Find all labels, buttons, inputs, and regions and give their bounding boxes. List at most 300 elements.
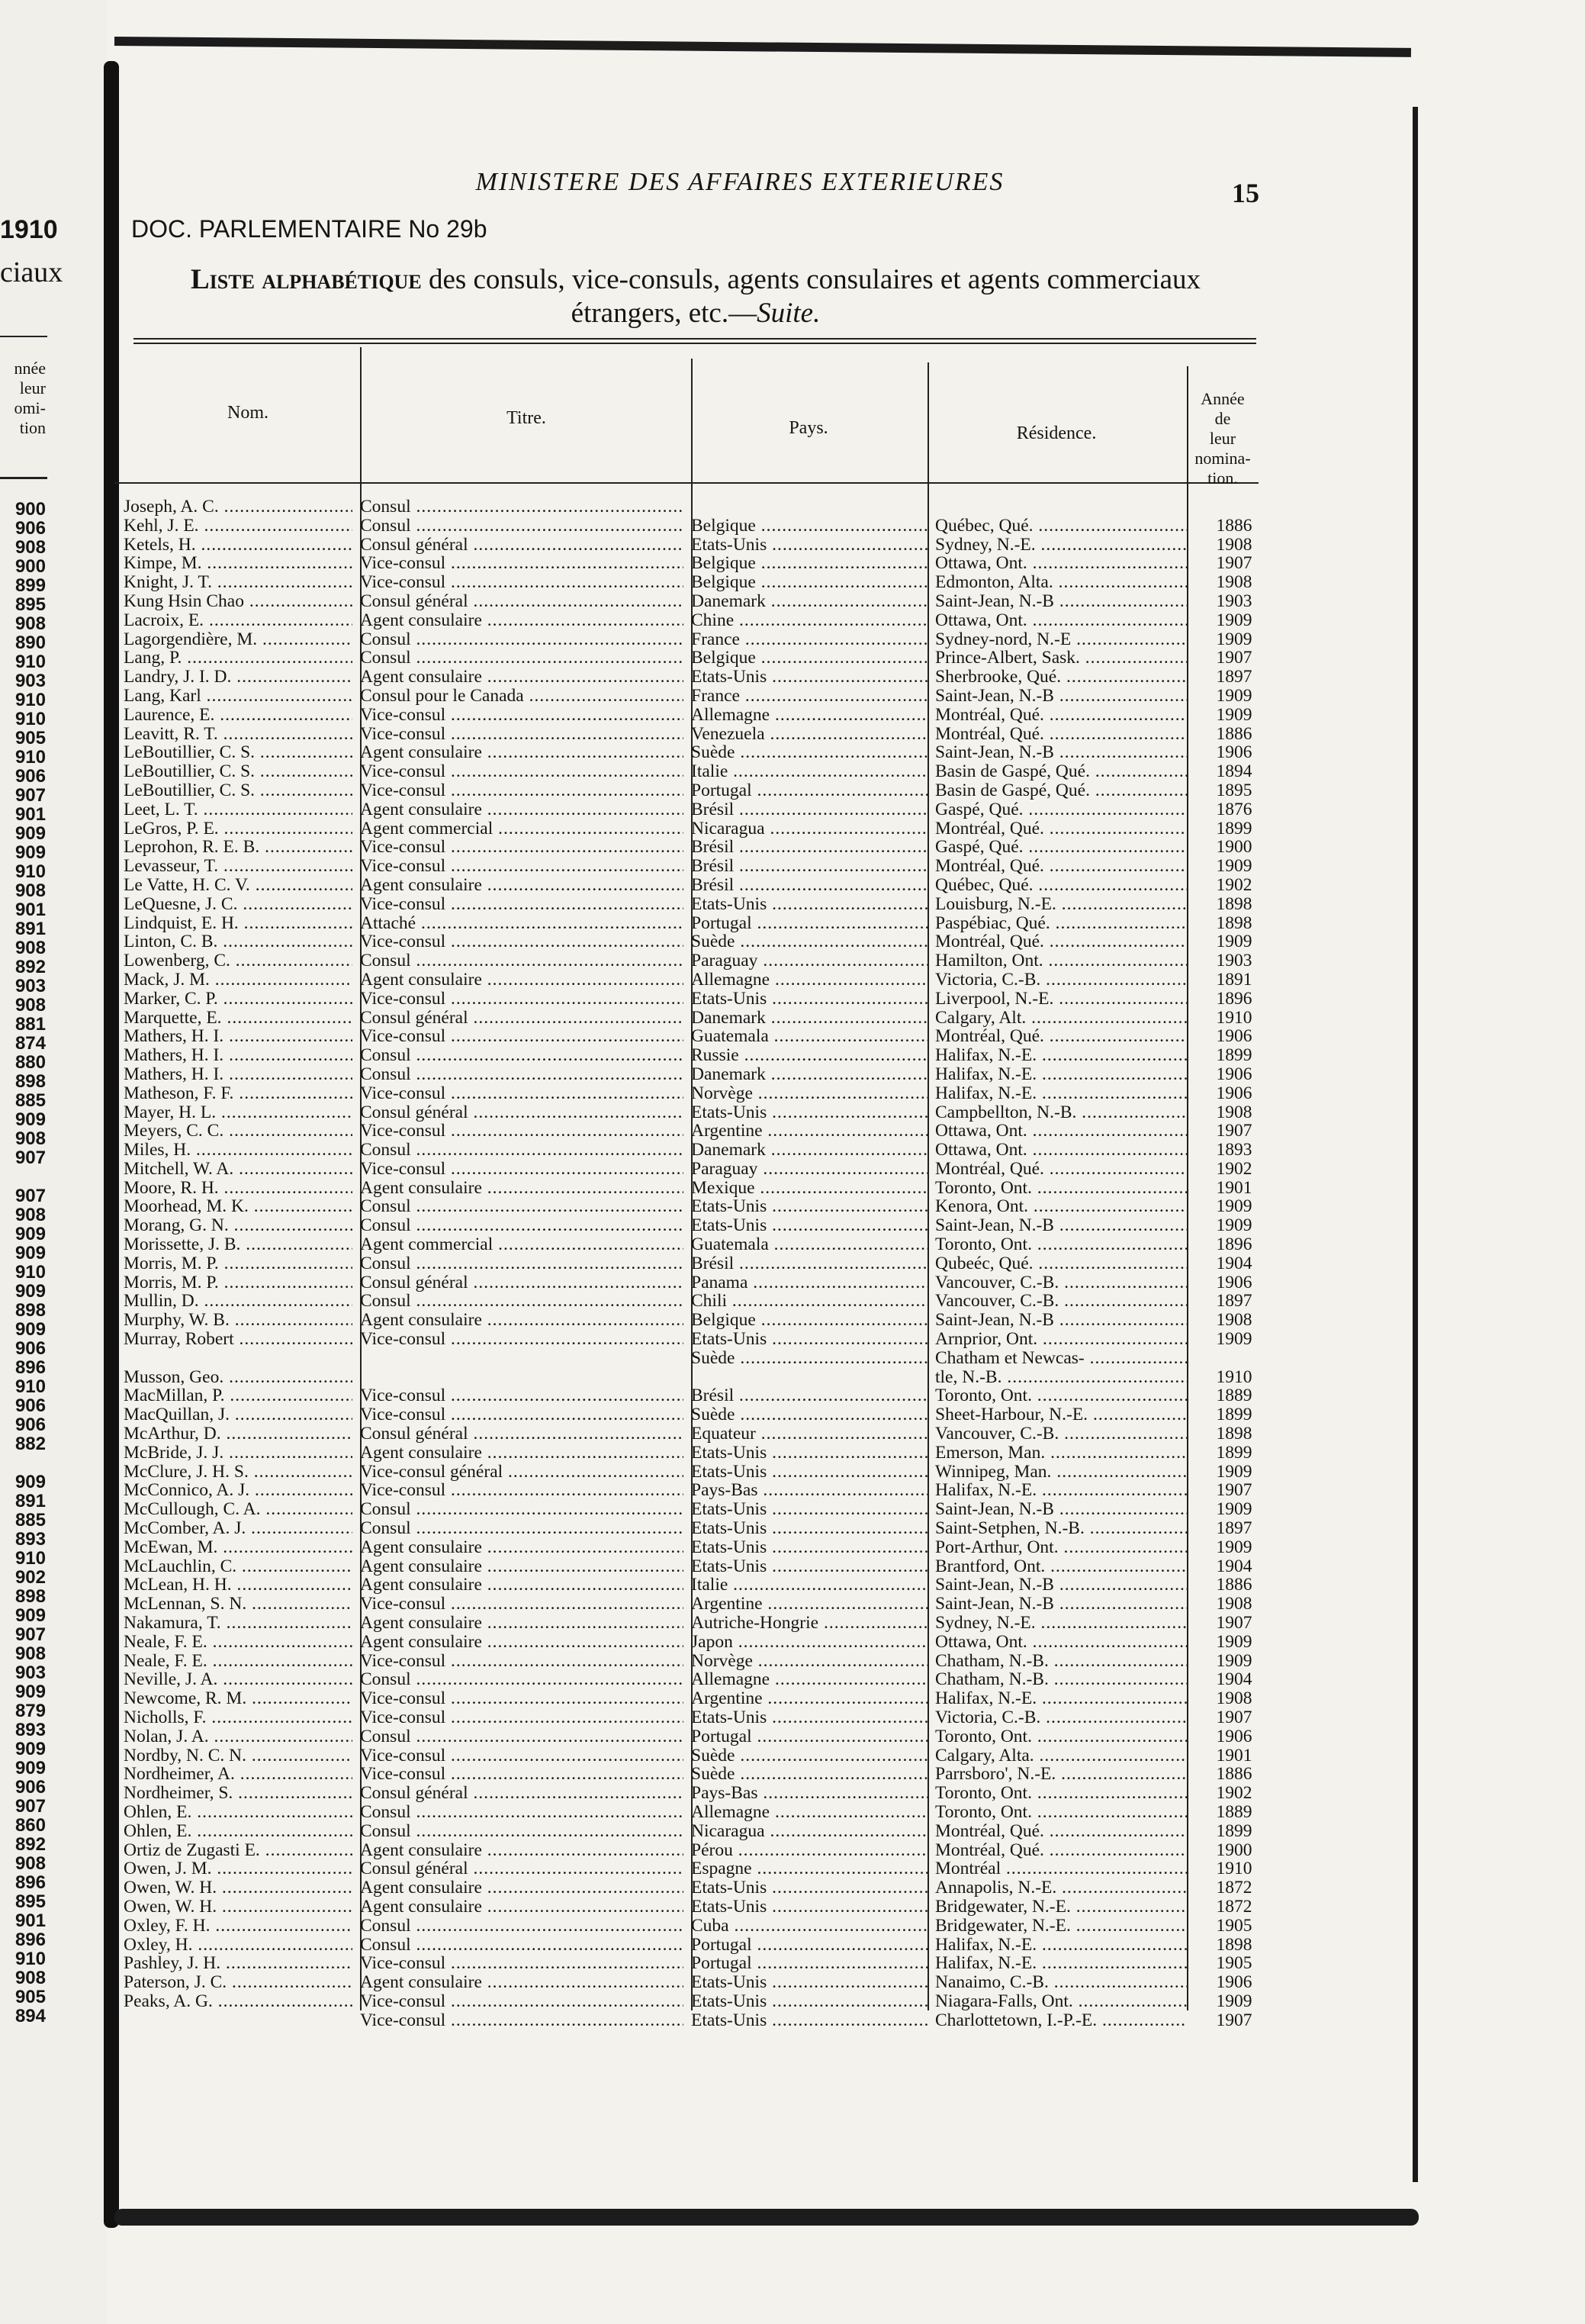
- cell-nom: Oxley, F. H. .....: [124, 1917, 352, 1936]
- facing-page-year-item: 910: [14, 748, 46, 767]
- facing-page-year-item: 907: [14, 1148, 46, 1167]
- cell-titre: Consul .....: [360, 1292, 683, 1311]
- cell-nom: Pashley, J. H. .....: [124, 1954, 352, 1973]
- cell-residence: Saint-Jean, N.-B .....: [935, 1311, 1187, 1330]
- table-row: [114, 1273, 1259, 1292]
- cell-pays: Italie .....: [691, 1576, 928, 1595]
- cell-residence: Edmonton, Alta. .....: [935, 573, 1187, 592]
- cell-titre: Vice-consul .....: [360, 1765, 683, 1784]
- cell-annee: 1906: [1216, 1727, 1252, 1746]
- cell-pays: Russie .....: [691, 1046, 928, 1065]
- cell-residence: Halifax, N.-E. .....: [935, 1065, 1187, 1084]
- table-row: [114, 536, 1259, 555]
- cell-residence: Toronto, Ont. .....: [935, 1235, 1187, 1254]
- cell-residence: Emerson, Man. .....: [935, 1444, 1187, 1463]
- cell-annee: 1897: [1216, 1519, 1252, 1538]
- facing-page-year-item: 901: [14, 805, 46, 824]
- facing-page-year-item: 903: [14, 1663, 46, 1682]
- cell-pays: Etats-Unis .....: [691, 536, 928, 555]
- cell-nom: Ohlen, E. .....: [124, 1803, 352, 1822]
- cell-pays: Allemagne .....: [691, 1670, 928, 1689]
- cell-residence: Québec, Qué. .....: [935, 517, 1187, 536]
- facing-page-year-item: 896: [14, 1930, 46, 1949]
- cell-residence: Sydney, N.-E. .....: [935, 1614, 1187, 1633]
- table-row: [114, 649, 1259, 668]
- cell-titre: Consul .....: [360, 630, 683, 649]
- cell-residence: Toronto, Ont. .....: [935, 1386, 1187, 1405]
- table-row: [114, 1936, 1259, 1955]
- facing-page-year-item: 909: [14, 1682, 46, 1701]
- cell-pays: Etats-Unis .....: [691, 1898, 928, 1917]
- table-row: [114, 1841, 1259, 1860]
- cell-titre: Consul .....: [360, 649, 683, 668]
- cell-pays: Portugal .....: [691, 1727, 928, 1746]
- cell-annee: 1908: [1216, 1311, 1252, 1331]
- cell-pays: Etats-Unis .....: [691, 1519, 928, 1538]
- facing-page-year: 1910: [0, 215, 58, 244]
- cell-titre: Vice-consul .....: [360, 1027, 683, 1046]
- cell-nom: Mathers, H. I. .....: [124, 1046, 352, 1065]
- cell-pays: Brésil .....: [691, 857, 928, 876]
- table-row: [114, 1973, 1259, 1992]
- cell-nom: MacMillan, P. .....: [124, 1386, 352, 1405]
- table-row: [114, 1746, 1259, 1766]
- facing-page-year-item: 893: [14, 1720, 46, 1740]
- facing-page-year-item: 890: [14, 633, 46, 652]
- cell-annee: 1886: [1216, 516, 1252, 536]
- cell-annee: 1907: [1216, 2010, 1252, 2030]
- cell-pays: Nicaragua .....: [691, 1822, 928, 1841]
- cell-nom: Owen, W. H. .....: [124, 1898, 352, 1917]
- facing-page-year-item: 910: [14, 1377, 46, 1396]
- table-row: [114, 1595, 1259, 1614]
- cell-titre: Vice-consul général .....: [360, 1463, 683, 1482]
- table-row: [114, 1803, 1259, 1822]
- cell-pays: Portugal .....: [691, 1936, 928, 1955]
- table-row: [114, 706, 1259, 725]
- cell-nom: Moorhead, M. K. .....: [124, 1197, 352, 1216]
- facing-page-year-item: 896: [14, 1358, 46, 1377]
- cell-nom: Ketels, H. .....: [124, 536, 352, 555]
- cell-residence: Chatham, N.-B. .....: [935, 1670, 1187, 1689]
- facing-page-year-item: 910: [14, 1263, 46, 1282]
- cell-pays: Pays-Bas .....: [691, 1784, 928, 1803]
- facing-page-year-item: 909: [14, 1282, 46, 1301]
- table-row: [114, 876, 1259, 895]
- cell-annee: 1899: [1216, 1405, 1252, 1425]
- table-row: [114, 1576, 1259, 1595]
- cell-titre: Vice-consul .....: [360, 725, 683, 744]
- cell-titre: Vice-consul .....: [360, 1954, 683, 1973]
- cell-pays: Danemark .....: [691, 592, 928, 611]
- cell-nom: McBride, J. J. .....: [124, 1444, 352, 1463]
- cell-annee: 1899: [1216, 819, 1252, 839]
- title-text-2: étrangers, etc.—: [571, 298, 757, 329]
- cell-annee: 1896: [1216, 989, 1252, 1009]
- cell-titre: Consul général .....: [360, 536, 683, 555]
- cell-titre: Consul .....: [360, 1670, 683, 1689]
- cell-annee: 1907: [1216, 1708, 1252, 1727]
- cell-residence: Toronto, Ont. .....: [935, 1784, 1187, 1803]
- cell-nom: Landry, J. I. D. .....: [124, 668, 352, 687]
- cell-residence: Vancouver, C.-B. .....: [935, 1424, 1187, 1444]
- cell-pays: Paraguay .....: [691, 1160, 928, 1179]
- table-row: [114, 687, 1259, 706]
- cell-residence: Calgary, Alta. .....: [935, 1746, 1187, 1766]
- cell-pays: Etats-Unis .....: [691, 1103, 928, 1122]
- cell-nom: Nordby, N. C. N. .....: [124, 1746, 352, 1766]
- cell-pays: Allemagne .....: [691, 1803, 928, 1822]
- cell-titre: Consul .....: [360, 1936, 683, 1955]
- cell-annee: 1891: [1216, 970, 1252, 990]
- cell-titre: Vice-consul .....: [360, 1386, 683, 1405]
- cell-residence: Qubeéc, Qué. .....: [935, 1254, 1187, 1273]
- cell-residence: Montréal, Qué. .....: [935, 932, 1187, 951]
- cell-nom: Neale, F. E. .....: [124, 1633, 352, 1652]
- cell-titre: Consul général .....: [360, 1784, 683, 1803]
- cell-annee: 1905: [1216, 1916, 1252, 1936]
- table-row: [114, 1822, 1259, 1841]
- cell-nom: Murray, Robert .....: [124, 1330, 352, 1349]
- cell-residence: Toronto, Ont. .....: [935, 1803, 1187, 1822]
- cell-titre: Vice-consul .....: [360, 573, 683, 592]
- cell-residence: Halifax, N.-E. .....: [935, 1481, 1187, 1500]
- cell-nom: Newcome, R. M. .....: [124, 1689, 352, 1708]
- cell-annee: 1907: [1216, 649, 1252, 668]
- table-row: [114, 497, 1259, 517]
- cell-nom: Ohlen, E. .....: [124, 1822, 352, 1841]
- cell-residence: Liverpool, N.-E. .....: [935, 990, 1187, 1009]
- cell-pays: Brésil .....: [691, 1254, 928, 1273]
- cell-titre: Consul .....: [360, 517, 683, 536]
- cell-residence: Québec, Qué. .....: [935, 876, 1187, 895]
- cell-titre: Vice-consul .....: [360, 1689, 683, 1708]
- facing-page-year-item: 909: [14, 1320, 46, 1339]
- facing-page-year-item: 908: [14, 614, 46, 633]
- facing-page-column-header: nnée leur omi- tion: [14, 359, 46, 437]
- cell-residence: Ottawa, Ont. .....: [935, 554, 1187, 573]
- cell-nom: Oxley, H. .....: [124, 1936, 352, 1955]
- table-row: [114, 1670, 1259, 1689]
- cell-nom: McCullough, C. A. .....: [124, 1500, 352, 1519]
- cell-nom: Nicholls, F. .....: [124, 1708, 352, 1727]
- table-row: [114, 1954, 1259, 1973]
- table-row: [114, 819, 1259, 839]
- table-row: [114, 1009, 1259, 1028]
- cell-nom: Peaks, A. G. .....: [124, 1992, 352, 2011]
- cell-annee: 1907: [1216, 1614, 1252, 1633]
- cell-nom: Nordheimer, S. .....: [124, 1784, 352, 1803]
- cell-pays: Etats-Unis .....: [691, 2011, 928, 2030]
- table-row: [114, 573, 1259, 592]
- cell-titre: Vice-consul .....: [360, 781, 683, 800]
- cell-annee: 1902: [1216, 875, 1252, 895]
- cell-pays: Allemagne .....: [691, 970, 928, 990]
- cell-pays: Belgique .....: [691, 554, 928, 573]
- cell-annee: 1895: [1216, 781, 1252, 800]
- cell-residence: Campbellton, N.-B. .....: [935, 1103, 1187, 1122]
- facing-page-year-item: 910: [14, 1949, 46, 1968]
- cell-annee: 1908: [1216, 1595, 1252, 1614]
- cell-pays: Equateur .....: [691, 1424, 928, 1444]
- cell-titre: Agent commercial .....: [360, 819, 683, 839]
- cell-pays: Danemark .....: [691, 1141, 928, 1160]
- cell-annee: 1905: [1216, 1954, 1252, 1974]
- facing-page-year-item: 909: [14, 843, 46, 862]
- facing-page-year-item: 895: [14, 1892, 46, 1911]
- cell-titre: Vice-consul .....: [360, 1481, 683, 1500]
- cell-residence: tle, N.-B. .....: [935, 1368, 1187, 1387]
- cell-nom: McLauchlin, C. .....: [124, 1557, 352, 1576]
- title-suite: Suite.: [757, 298, 821, 329]
- table-row: [114, 1633, 1259, 1652]
- cell-nom: LeGros, P. E. .....: [124, 819, 352, 839]
- cell-nom: Le Vatte, H. C. V. .....: [124, 876, 352, 895]
- cell-residence: Saint-Jean, N.-B .....: [935, 592, 1187, 611]
- cell-annee: 1886: [1216, 724, 1252, 744]
- cell-pays: Brésil .....: [691, 876, 928, 895]
- cell-residence: Halifax, N.-E. .....: [935, 1936, 1187, 1955]
- cell-nom: McLean, H. H. .....: [124, 1576, 352, 1595]
- page-edge-bottom: [114, 2209, 1419, 2226]
- cell-pays: Portugal .....: [691, 781, 928, 800]
- cell-pays: Etats-Unis .....: [691, 1444, 928, 1463]
- cell-nom: McConnico, A. J. .....: [124, 1481, 352, 1500]
- table-row: [114, 1992, 1259, 2011]
- facing-page-year-item: 906: [14, 1396, 46, 1415]
- cell-residence: Calgary, Alt. .....: [935, 1009, 1187, 1028]
- facing-page-year-item: 908: [14, 1644, 46, 1663]
- facing-page-year-item: 891: [14, 1492, 46, 1511]
- facing-page-title-fragment: ciaux: [0, 256, 63, 288]
- page-title: [131, 263, 1260, 330]
- cell-titre: Vice-consul .....: [360, 762, 683, 781]
- table-row: [114, 630, 1259, 649]
- facing-page-year-item: 906: [14, 1778, 46, 1797]
- cell-titre: Consul .....: [360, 1727, 683, 1746]
- table-row: [114, 990, 1259, 1009]
- cell-residence: Victoria, C.-B. .....: [935, 1708, 1187, 1727]
- document-reference: DOC. PARLEMENTAIRE No 29b: [131, 215, 487, 243]
- cell-titre: Agent consulaire .....: [360, 1898, 683, 1917]
- cell-titre: Vice-consul .....: [360, 1595, 683, 1614]
- cell-residence: Arnprior, Ont. .....: [935, 1330, 1187, 1349]
- cell-pays: Suède .....: [691, 1405, 928, 1424]
- cell-annee: 1908: [1216, 1102, 1252, 1122]
- cell-pays: Nicaragua .....: [691, 819, 928, 839]
- cell-titre: Agent consulaire .....: [360, 800, 683, 819]
- cell-titre: Consul .....: [360, 1803, 683, 1822]
- table-row: [114, 1917, 1259, 1936]
- table-rule-top-double: [133, 343, 1256, 344]
- cell-pays: Belgique .....: [691, 1311, 928, 1330]
- facing-page-year-item: 860: [14, 1816, 46, 1835]
- cell-residence: Vancouver, C.-B. .....: [935, 1292, 1187, 1311]
- cell-titre: Vice-consul .....: [360, 1652, 683, 1671]
- facing-page-year-item: 909: [14, 1473, 46, 1492]
- cell-annee: 1907: [1216, 1122, 1252, 1141]
- cell-nom: Leprohon, R. E. B. .....: [124, 838, 352, 857]
- table-row: [114, 1898, 1259, 1917]
- cell-titre: Consul .....: [360, 1197, 683, 1216]
- cell-titre: Vice-consul .....: [360, 895, 683, 914]
- facing-page-year-item: 908: [14, 1968, 46, 1988]
- page-edge-right: [1413, 107, 1418, 2182]
- facing-page-year-item: 892: [14, 1835, 46, 1854]
- cell-residence: Halifax, N.-E. .....: [935, 1689, 1187, 1708]
- table-row: [114, 1463, 1259, 1482]
- cell-nom: Morris, M. P. .....: [124, 1254, 352, 1273]
- cell-nom: Musson, Geo. .....: [124, 1368, 352, 1387]
- cell-residence: Bridgewater, N.-E. .....: [935, 1898, 1187, 1917]
- cell-residence: Halifax, N.-E. .....: [935, 1084, 1187, 1103]
- cell-residence: Saint-Jean, N.-B .....: [935, 1595, 1187, 1614]
- facing-page-year-item: 909: [14, 1110, 46, 1129]
- cell-annee: 1901: [1216, 1746, 1252, 1766]
- cell-annee: 1903: [1216, 951, 1252, 970]
- facing-page-year-item: 880: [14, 1053, 46, 1072]
- cell-titre: Consul général .....: [360, 1103, 683, 1122]
- running-head: MINISTERE DES AFFAIRES EXTERIEURES: [475, 168, 1005, 196]
- cell-nom: Morris, M. P. .....: [124, 1273, 352, 1292]
- facing-page-year-item: 908: [14, 1854, 46, 1873]
- cell-annee: 1909: [1216, 1462, 1252, 1482]
- table-row: [114, 1481, 1259, 1500]
- cell-nom: Leet, L. T. .....: [124, 800, 352, 819]
- facing-page-year-item: 910: [14, 1549, 46, 1568]
- cell-pays: Etats-Unis .....: [691, 1330, 928, 1349]
- cell-residence: Annapolis, N.-E. .....: [935, 1878, 1187, 1898]
- table-row: [114, 592, 1259, 611]
- cell-nom: MacQuillan, J. .....: [124, 1405, 352, 1424]
- cell-annee: 1897: [1216, 1292, 1252, 1312]
- facing-page-year-item: 908: [14, 1205, 46, 1225]
- cell-residence: Saint-Jean, N.-B .....: [935, 1576, 1187, 1595]
- facing-page-year-item: 882: [14, 1434, 46, 1453]
- facing-page-year-item: 909: [14, 824, 46, 843]
- cell-residence: Nanaimo, C.-B. .....: [935, 1973, 1187, 1992]
- table-row: [114, 1349, 1259, 1368]
- facing-page-year-item: 909: [14, 1606, 46, 1625]
- cell-nom: LeBoutillier, C. S. .....: [124, 743, 352, 762]
- consul-table-body: [114, 497, 1259, 2030]
- cell-nom: Lang, P. .....: [124, 649, 352, 668]
- cell-pays: Brésil .....: [691, 1386, 928, 1405]
- facing-page-year-item: 894: [14, 2007, 46, 2026]
- cell-titre: Vice-consul .....: [360, 932, 683, 951]
- cell-titre: Consul .....: [360, 1917, 683, 1936]
- table-row: [114, 1292, 1259, 1311]
- cell-titre: Vice-consul .....: [360, 1708, 683, 1727]
- cell-pays: Espagne .....: [691, 1859, 928, 1878]
- cell-pays: Argentine .....: [691, 1689, 928, 1708]
- cell-nom: McEwan, M. .....: [124, 1538, 352, 1557]
- cell-residence: Montréal, Qué. .....: [935, 706, 1187, 725]
- cell-nom: Ortiz de Zugasti E. .....: [124, 1841, 352, 1860]
- cell-residence: Charlottetown, I.-P.-E. .....: [935, 2011, 1187, 2030]
- cell-pays: Etats-Unis .....: [691, 895, 928, 914]
- cell-pays: France .....: [691, 687, 928, 706]
- table-row: [114, 1197, 1259, 1216]
- cell-residence: Toronto, Ont. .....: [935, 1179, 1187, 1198]
- cell-titre: Vice-consul .....: [360, 2011, 683, 2030]
- cell-annee: 1907: [1216, 554, 1252, 574]
- cell-annee: 1886: [1216, 1765, 1252, 1785]
- cell-annee: 1898: [1216, 913, 1252, 933]
- cell-titre: Consul pour le Canada .....: [360, 687, 683, 706]
- cell-nom: LeBoutillier, C. S. .....: [124, 762, 352, 781]
- cell-nom: Nakamura, T. .....: [124, 1614, 352, 1633]
- cell-residence: Port-Arthur, Ont. .....: [935, 1538, 1187, 1557]
- cell-nom: Linton, C. B. .....: [124, 932, 352, 951]
- column-header-residence: Résidence.: [1016, 423, 1097, 443]
- cell-titre: Agent consulaire .....: [360, 1576, 683, 1595]
- cell-titre: Agent consulaire .....: [360, 876, 683, 895]
- cell-pays: Etats-Unis .....: [691, 1708, 928, 1727]
- cell-titre: Consul général .....: [360, 1273, 683, 1292]
- table-row: [114, 1122, 1259, 1141]
- facing-page-rule: [0, 477, 47, 479]
- facing-page-year-item: 905: [14, 1988, 46, 2007]
- cell-annee: 1899: [1216, 1443, 1252, 1463]
- cell-pays: Chine .....: [691, 611, 928, 630]
- cell-residence: Sheet-Harbour, N.-E. .....: [935, 1405, 1187, 1424]
- table-row: [114, 1386, 1259, 1405]
- table-row: [114, 1179, 1259, 1198]
- cell-nom: McComber, A. J. .....: [124, 1519, 352, 1538]
- cell-titre: Agent consulaire .....: [360, 1311, 683, 1330]
- facing-page-year-item: 900: [14, 500, 46, 519]
- cell-annee: 1910: [1216, 1367, 1252, 1387]
- cell-pays: Suède .....: [691, 743, 928, 762]
- cell-titre: Agent consulaire .....: [360, 1973, 683, 1992]
- cell-annee: 1909: [1216, 932, 1252, 952]
- table-row: [114, 1652, 1259, 1671]
- cell-residence: Montréal, Qué. .....: [935, 1027, 1187, 1046]
- cell-nom: McArthur, D. .....: [124, 1424, 352, 1444]
- cell-pays: Belgique .....: [691, 649, 928, 668]
- cell-titre: Consul .....: [360, 1519, 683, 1538]
- facing-page-year-item: 907: [14, 1797, 46, 1816]
- cell-annee: 1898: [1216, 1424, 1252, 1444]
- cell-residence: Saint-Jean, N.-B .....: [935, 743, 1187, 762]
- facing-page-year-item: 901: [14, 1911, 46, 1930]
- cell-annee: 1902: [1216, 1159, 1252, 1179]
- cell-residence: Saint-Jean, N.-B .....: [935, 1216, 1187, 1235]
- table-row: [114, 1103, 1259, 1122]
- cell-pays: Etats-Unis .....: [691, 1197, 928, 1216]
- cell-annee: 1906: [1216, 743, 1252, 763]
- cell-pays: Portugal .....: [691, 914, 928, 933]
- cell-annee: 1894: [1216, 762, 1252, 781]
- table-row: [114, 1368, 1259, 1387]
- facing-page-year-item: 906: [14, 1339, 46, 1358]
- cell-residence: Kenora, Ont. .....: [935, 1197, 1187, 1216]
- cell-titre: Attaché .....: [360, 914, 683, 933]
- cell-nom: McClure, J. H. S. .....: [124, 1463, 352, 1482]
- cell-annee: 1910: [1216, 1008, 1252, 1028]
- facing-page-year-item: 899: [14, 576, 46, 595]
- cell-residence: Montréal, Qué. .....: [935, 857, 1187, 876]
- table-row: [114, 1330, 1259, 1349]
- cell-titre: Vice-consul .....: [360, 1084, 683, 1103]
- cell-titre: Consul .....: [360, 1500, 683, 1519]
- cell-residence: Saint-Jean, N.-B .....: [935, 1500, 1187, 1519]
- facing-page-year-item: 898: [14, 1587, 46, 1606]
- cell-annee: 1904: [1216, 1556, 1252, 1576]
- table-row: [114, 611, 1259, 630]
- cell-titre: Vice-consul .....: [360, 1746, 683, 1766]
